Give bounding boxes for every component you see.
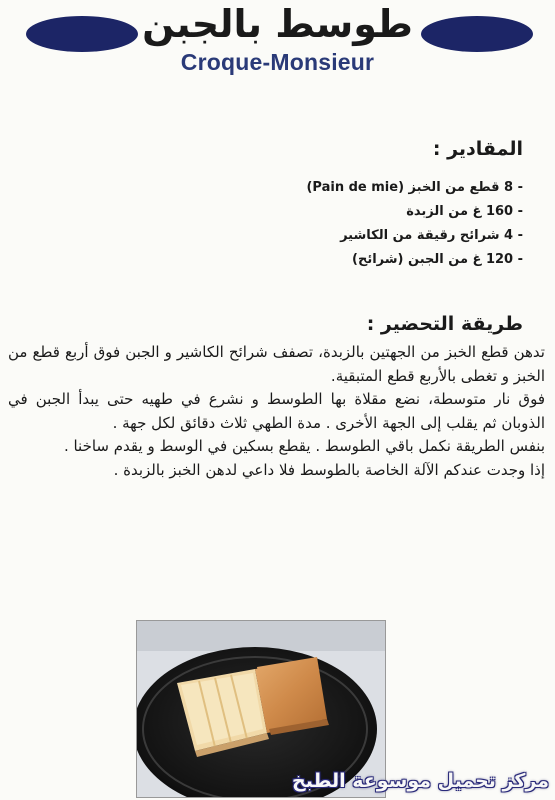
method-paragraph: بنفس الطريقة نكمل باقي الطوسط . يقطع بسكين في الوسط و يقدم ساخنا . — [63, 437, 545, 455]
sandwich-right — [255, 657, 329, 735]
method-paragraph: إذا وجدت عندكم الآلة الخاصة بالطوسط فلا داعي لدهن الخبز بالزبدة . — [113, 460, 545, 479]
watermark: مركز تحميل موسوعة الطبخ — [292, 770, 549, 792]
ingredients-heading: المقادير : — [432, 138, 523, 160]
method-text — [8, 341, 545, 482]
method-paragraph: تدهن قطع الخبز من الجهتين بالزبدة، تصفف شرائح الكاشير و الجبن فوق أربع قطع من الخبز و تغطى بالأربع قطع المتبقية. — [8, 343, 545, 385]
ingredient-item: - 160 غ من الزبدة — [406, 204, 523, 219]
ingredients-list — [223, 176, 523, 272]
ingredient-item: - 4 شرائح رقيقة من الكاشير — [340, 228, 523, 243]
method-heading: طريقة التحضير : — [366, 313, 523, 335]
recipe-title-french: Croque-Monsieur — [180, 49, 375, 75]
recipe-title-arabic: طوسط بالجبن — [142, 2, 413, 46]
method-paragraph: فوق نار متوسطة، نضع مقلاة بها الطوسط و نشرع في طهيه حتى يبدأ الجبن في الذوبان ثم يقلب إلى الجهة الأخرى . مدة الطهي ثلاث دقائق لكل جهة . — [8, 390, 545, 432]
ingredient-item: - 8 قطع من الخبز (Pain de mie) — [306, 180, 523, 195]
ingredient-item: - 120 غ من الجبن (شرائح) — [352, 252, 523, 267]
